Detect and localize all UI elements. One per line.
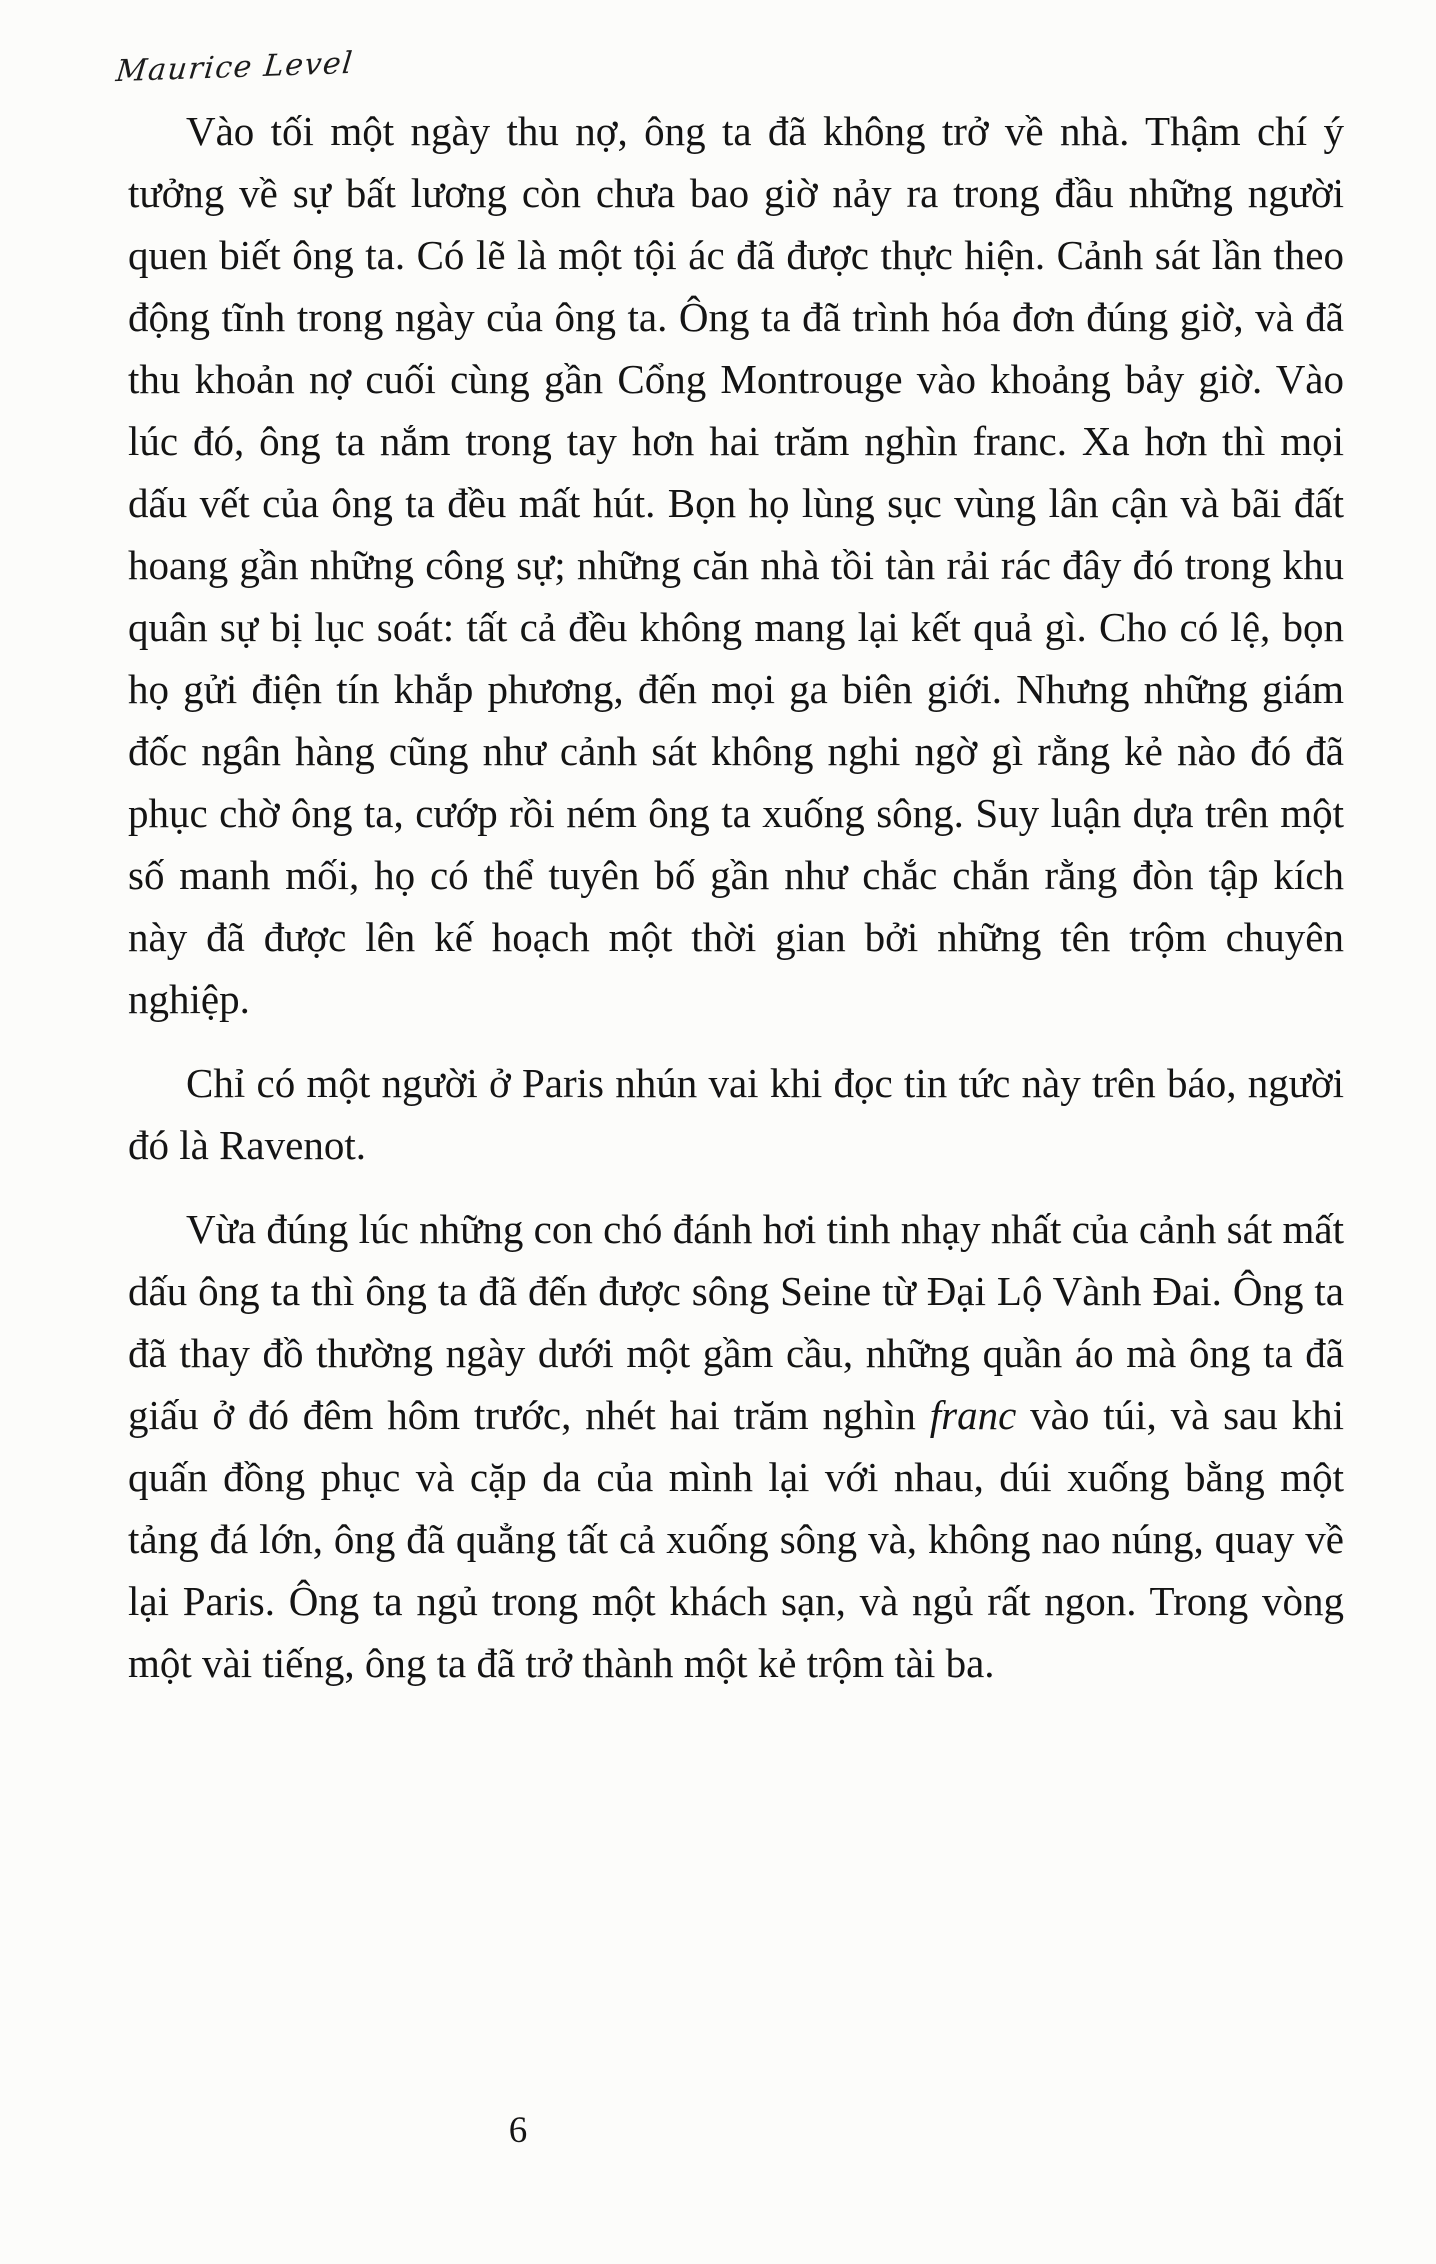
- paragraph-3: [128, 1198, 1344, 1694]
- paragraph-2: [128, 1052, 1344, 1176]
- page-number: 6: [508, 2110, 528, 2151]
- page-text: [128, 100, 1344, 1716]
- paragraph-3-text-after-italic: vào túi, và sau khi quấn đồng phục và cặp da của mình lại với nhau, dúi xuống bằng một tảng đá lớn, ông đã quẳng tất cả xuống sông và, không nao núng, quay về lại Paris. Ông ta ngủ trong một khách sạn, và ngủ rất ngon. Trong vòng một vài tiếng, ông ta đã trở thành một kẻ trộm tài ba.: [128, 1392, 1344, 1686]
- paragraph-1-text: Vào tối một ngày thu nợ, ông ta đã không trở về nhà. Thậm chí ý tưởng về sự bất lương còn chưa bao giờ nảy ra trong đầu những người quen biết ông ta. Có lẽ là một tội ác đã được thực hiện. Cảnh sát lần theo động tĩnh trong ngày của ông ta. Ông ta đã trình hóa đơn đúng giờ, và đã thu khoản nợ cuối cùng gần Cổng Montrouge vào khoảng bảy giờ. Vào lúc đó, ông ta nắm trong tay hơn hai trăm nghìn franc. Xa hơn thì mọi dấu vết của ông ta đều mất hút. Bọn họ lùng sục vùng lân cận và bãi đất hoang gần những công sự; những căn nhà tồi tàn rải rác đây đó trong khu quân sự bị lục soát: tất cả đều không mang lại kết quả gì. Cho có lệ, bọn họ gửi điện tín khắp phương, đến mọi ga biên giới. Nhưng những giám đốc ngân hàng cũng như cảnh sát không nghi ngờ gì rằng kẻ nào đó đã phục chờ ông ta, cướp rồi ném ông ta xuống sông. Suy luận dựa trên một số manh mối, họ có thể tuyên bố gần như chắc chắn rằng đòn tập kích này đã được lên kế hoạch một thời gian bởi những tên trộm chuyên nghiệp.: [128, 108, 1344, 1022]
- author-signature: Maurice Level: [114, 45, 356, 90]
- paragraph-2-text: Chỉ có một người ở Paris nhún vai khi đọc tin tức này trên báo, người đó là Ravenot.: [128, 1060, 1344, 1168]
- paragraph-1: [128, 100, 1344, 1030]
- paragraph-3-italic-word: franc: [929, 1392, 1017, 1438]
- paragraph-3-text-before-italic: Vừa đúng lúc những con chó đánh hơi tinh nhạy nhất của cảnh sát mất dấu ông ta thì ông ta đã đến được sông Seine từ Đại Lộ Vành Đai. Ông ta đã thay đồ thường ngày dưới một gầm cầu, những quần áo mà ông ta đã giấu ở đó đêm hôm trước, nhét hai trăm nghìn: [128, 1206, 1344, 1438]
